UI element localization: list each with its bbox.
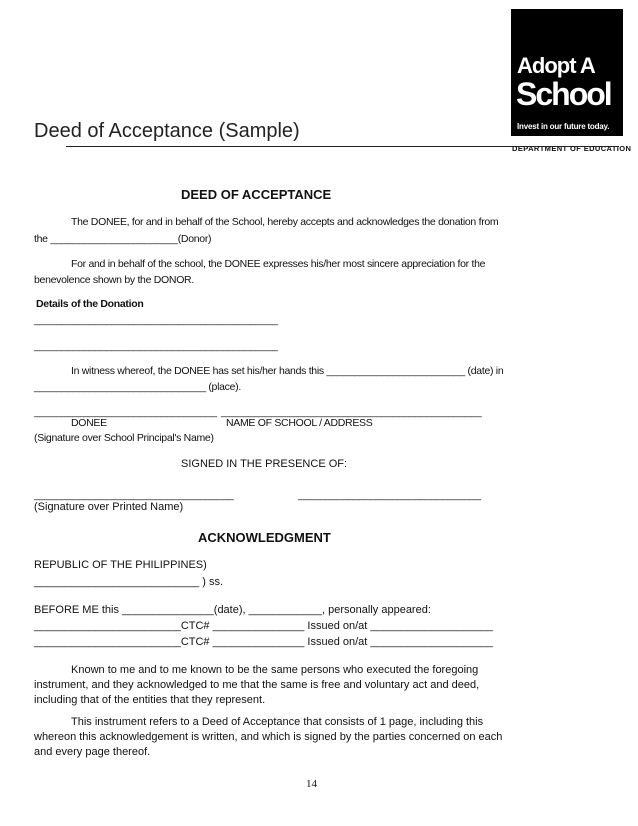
department-label: DEPARTMENT OF EDUCATION — [512, 144, 632, 153]
instrument-line1: This instrument refers to a Deed of Acceptance that consists of 1 page, including this — [71, 716, 484, 728]
republic-line: REPUBLIC OF THE PHILIPPINES) — [34, 559, 207, 571]
deed-para1-line1: The DONEE, for and in behalf of the School, hereby accepts and acknowledges the donation from — [71, 216, 499, 228]
logo-tagline: Invest in our future today. — [517, 122, 610, 131]
ack-heading: ACKNOWLEDGMENT — [198, 530, 331, 545]
known-line3: including that of the entities that they represent. — [34, 694, 266, 706]
ctc-line-2: ________________________CTC# _______________ Issued on/at ____________________ — [34, 636, 493, 648]
known-line2: instrument, and they acknowledged to me that the same is free and voluntary act and deed, — [34, 679, 480, 691]
donee-signature-line: _________________________________ — [34, 406, 217, 418]
deed-para2-line2: benevolence shown by the DONOR. — [34, 274, 194, 286]
adopt-a-school-logo — [511, 9, 623, 136]
school-signature-line: _______________________________________________ — [221, 406, 482, 418]
deed-heading: DEED OF ACCEPTANCE — [181, 187, 332, 202]
presence-label: SIGNED IN THE PRESENCE OF: — [181, 458, 348, 470]
donee-label: DONEE — [71, 417, 107, 429]
page-number: 14 — [306, 778, 317, 790]
witness-signature-right: _________________________________ — [298, 489, 481, 501]
details-label: Details of the Donation — [36, 298, 144, 310]
logo-line1: Adopt A — [517, 53, 595, 78]
printed-name-label: (Signature over Printed Name) — [34, 501, 184, 513]
logo-line2: School — [516, 76, 611, 112]
instrument-line3: and every page thereof. — [34, 746, 151, 758]
details-blank-2: ____________________________________________ — [34, 340, 278, 352]
witness-line1: In witness whereof, the DONEE has set his/her hands this _________________________ (date) in — [71, 365, 504, 377]
school-label: NAME OF SCHOOL / ADDRESS — [226, 417, 373, 429]
known-line1: Known to me and to me known to be the same persons who executed the foregoing — [71, 664, 479, 676]
before-me-line: BEFORE ME this _______________(date), ____________, personally appeared: — [34, 604, 431, 616]
page-title: Deed of Acceptance (Sample) — [34, 120, 300, 142]
title-rule — [66, 146, 619, 147]
deed-para2-line1: For and in behalf of the school, the DONEE expresses his/her most sincere appreciation for the — [71, 258, 486, 270]
principal-label: (Signature over School Principal's Name) — [34, 432, 214, 444]
details-blank-1: ____________________________________________ — [34, 314, 278, 326]
ctc-line-1: ________________________CTC# _______________ Issued on/at ____________________ — [34, 620, 493, 632]
ss-line: ___________________________ ) ss. — [34, 576, 224, 588]
deed-para1-line2: the _______________________(Donor) — [34, 233, 212, 245]
instrument-line2: whereon this acknowledgement is written, and which is signed by the parties concerned on each — [34, 731, 503, 743]
witness-signature-left: ____________________________________ — [34, 489, 234, 501]
witness-line2: _______________________________ (place). — [34, 381, 241, 393]
